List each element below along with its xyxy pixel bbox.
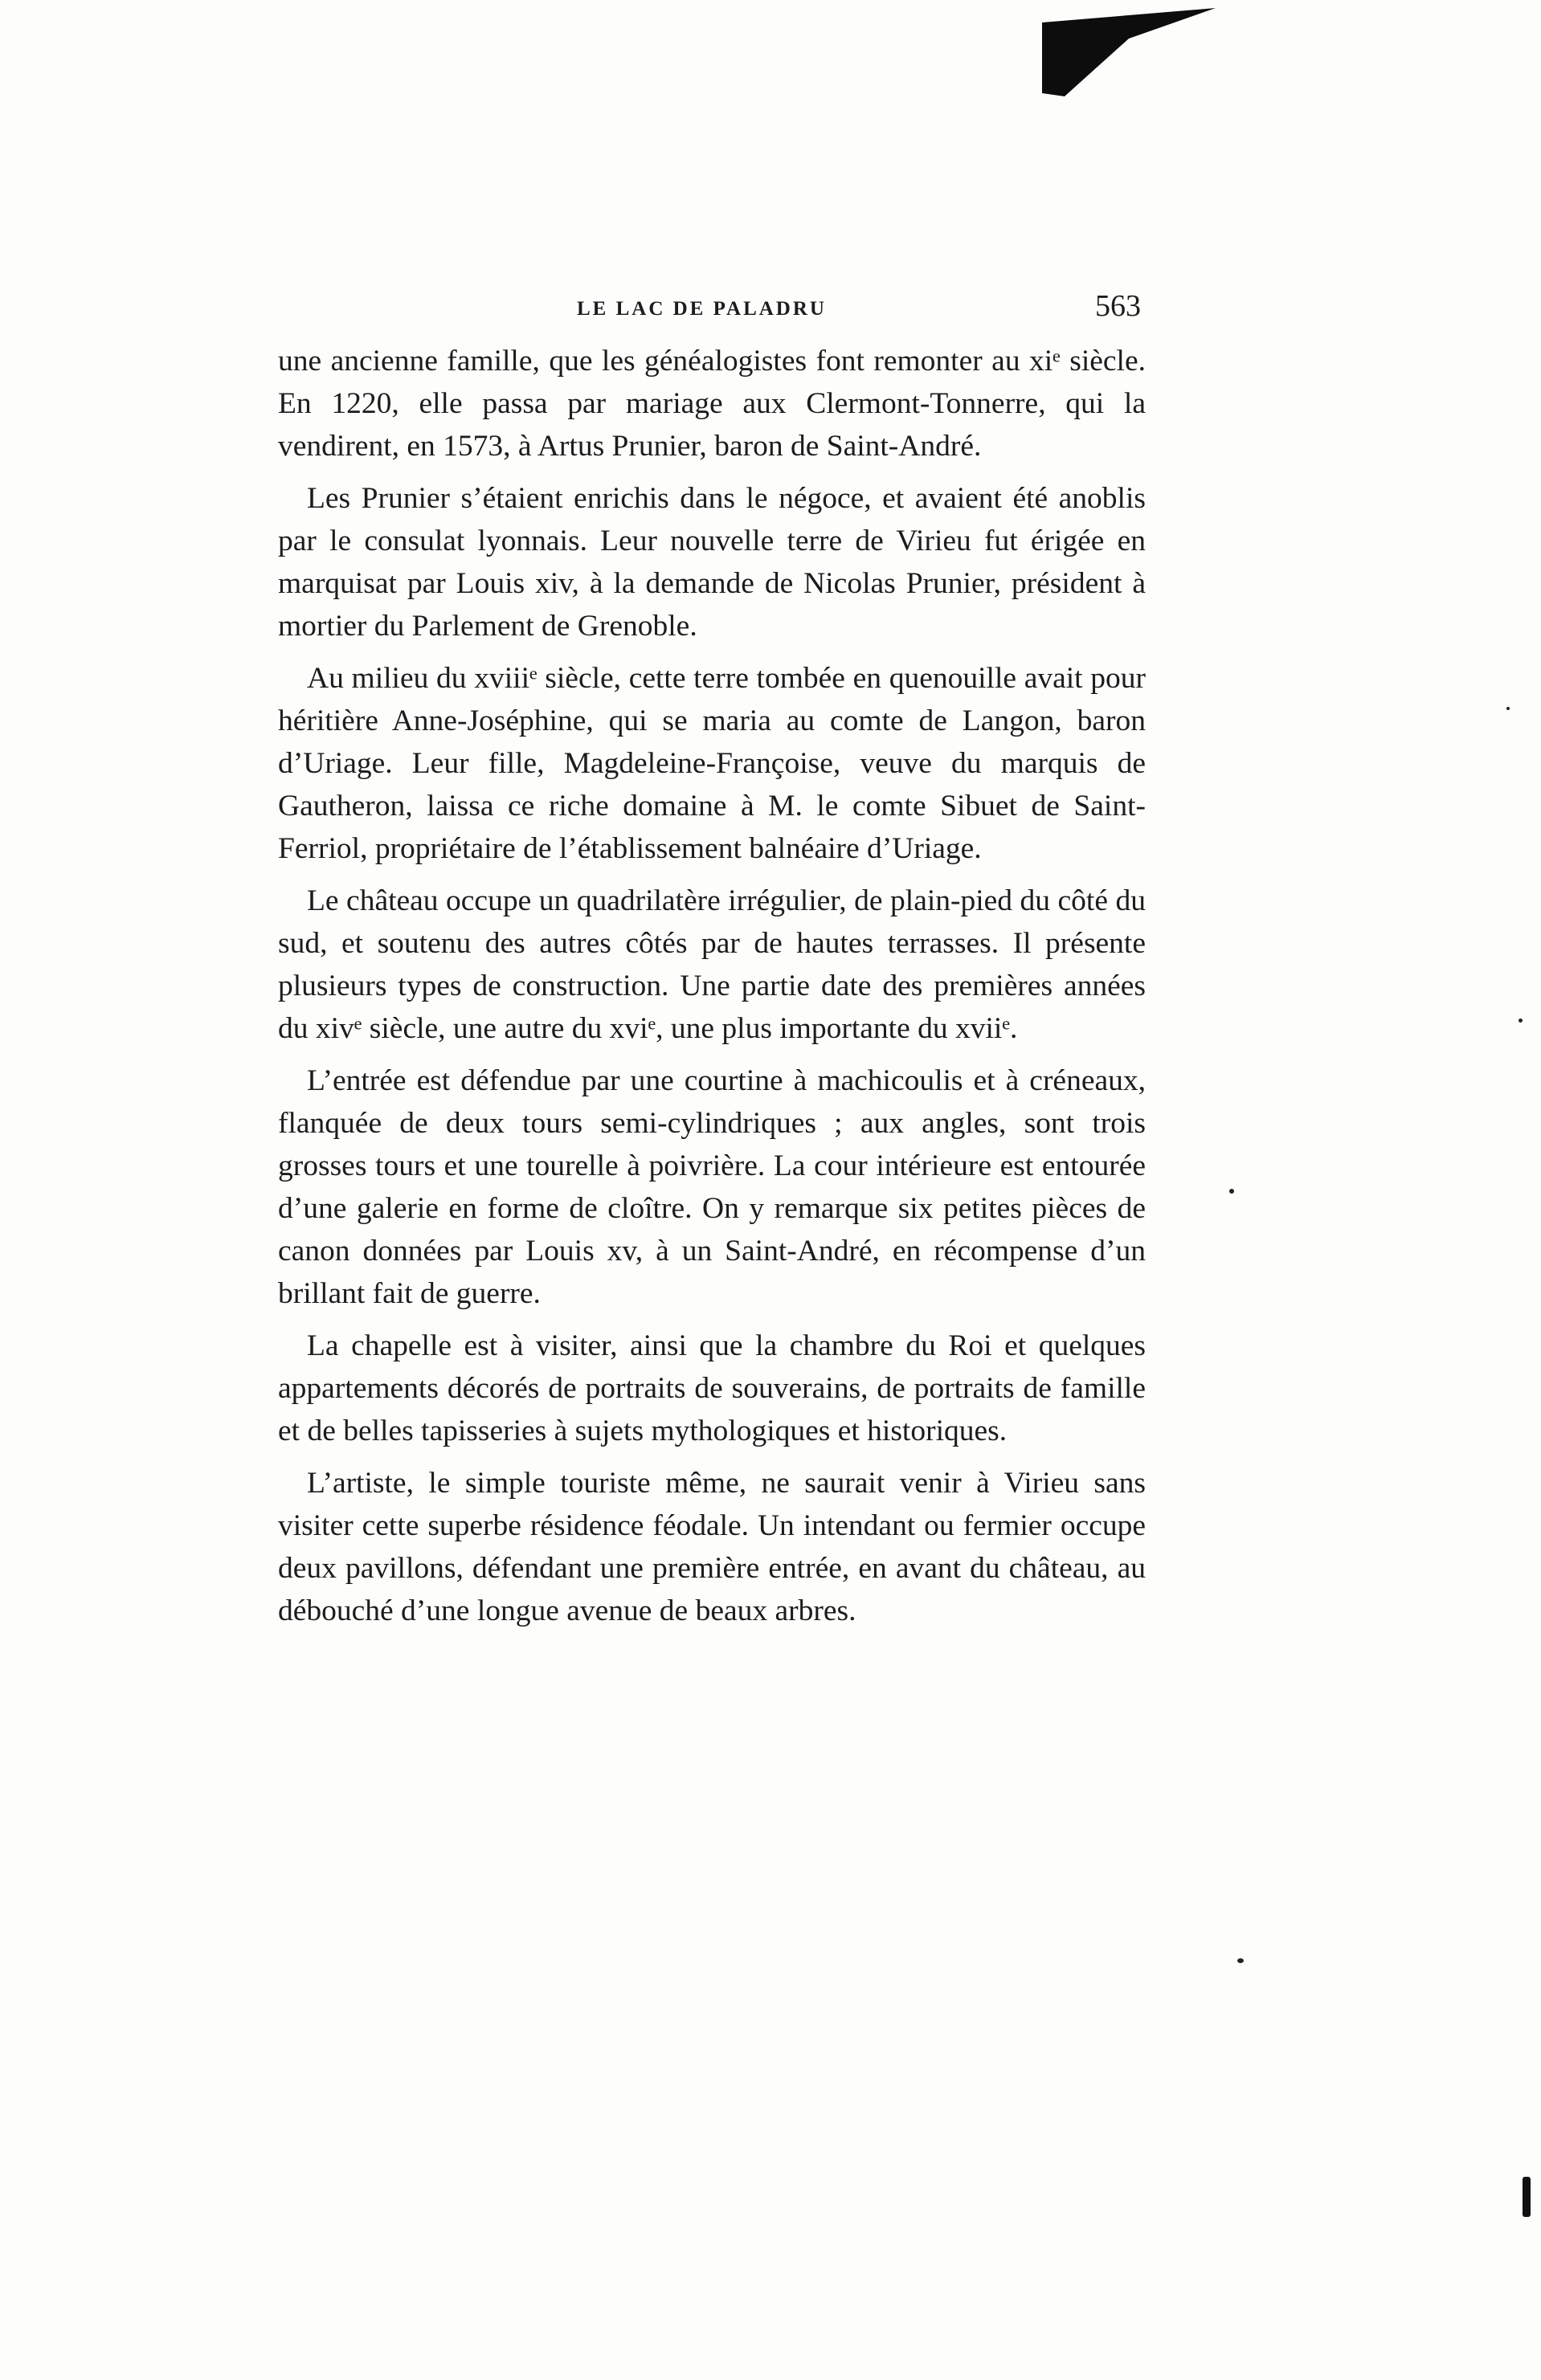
page-number: 563 bbox=[1095, 289, 1141, 323]
scan-edge-mark bbox=[1523, 2177, 1531, 2217]
scan-speck bbox=[1237, 1958, 1244, 1963]
paragraph: Au milieu du xviiiᵉ siècle, cette terre tombée en quenouille avait pour héritière Anne-Joséphine, qui se maria au comte de Langon, baron d’Uriage. Leur fille, Magdeleine-Françoise, veuve du marquis de Gautheron, laissa ce riche domaine à M. le comte Sibuet de Saint-Ferriol, propriétaire de l’établissement balnéaire d’Uriage. bbox=[278, 662, 1146, 865]
paragraph: Les Prunier s’étaient enrichis dans le négoce, et avaient été anoblis par le consulat lyonnais. Leur nouvelle terre de Virieu fut érigée en marquisat par Louis xiv, à la demande de Nicolas Prunier, président à mortier du Parlement de Grenoble. bbox=[278, 482, 1146, 643]
running-title: LE LAC DE PALADRU bbox=[577, 298, 827, 320]
paragraph: une ancienne famille, que les généalogistes font remonter au xiᵉ siècle. En 1220, elle passa par mariage aux Clermont-Tonnerre, qui la vendirent, en 1573, à Artus Prunier, baron de Saint-André. bbox=[278, 345, 1146, 463]
scan-speck bbox=[1506, 707, 1510, 710]
scan-speck bbox=[1229, 1189, 1234, 1194]
scan-ink-blot bbox=[1032, 6, 1217, 103]
scan-speck bbox=[1519, 1019, 1523, 1023]
paragraph: L’artiste, le simple touriste même, ne saurait venir à Virieu sans visiter cette superbe résidence féodale. Un intendant ou fermier occupe deux pavillons, défendant une première entrée, en avant du château, au débouché d’une longue avenue de beaux arbres. bbox=[278, 1467, 1146, 1627]
paragraph: Le château occupe un quadrilatère irrégulier, de plain-pied du côté du sud, et soutenu des autres côtés par de hautes terrasses. Il présente plusieurs types de construction. Une partie date des premières années du xivᵉ siècle, une autre du xviᵉ, une plus importante du xviiᵉ. bbox=[278, 884, 1146, 1045]
page-header bbox=[278, 285, 1146, 333]
paragraph: La chapelle est à visiter, ainsi que la chambre du Roi et quelques appartements décorés de portraits de souverains, de portraits de famille et de belles tapisseries à sujets mythologiques et historiques. bbox=[278, 1329, 1146, 1447]
paragraph: L’entrée est défendue par une courtine à machicoulis et à créneaux, flanquée de deux tours semi-cylindriques ; aux angles, sont trois grosses tours et une tourelle à poivrière. La cour intérieure est entourée d’une galerie en forme de cloître. On y remarque six petites pièces de canon données par Louis xv, à un Saint-André, en récompense d’un brillant fait de guerre. bbox=[278, 1064, 1146, 1310]
body-text bbox=[278, 340, 1146, 1642]
